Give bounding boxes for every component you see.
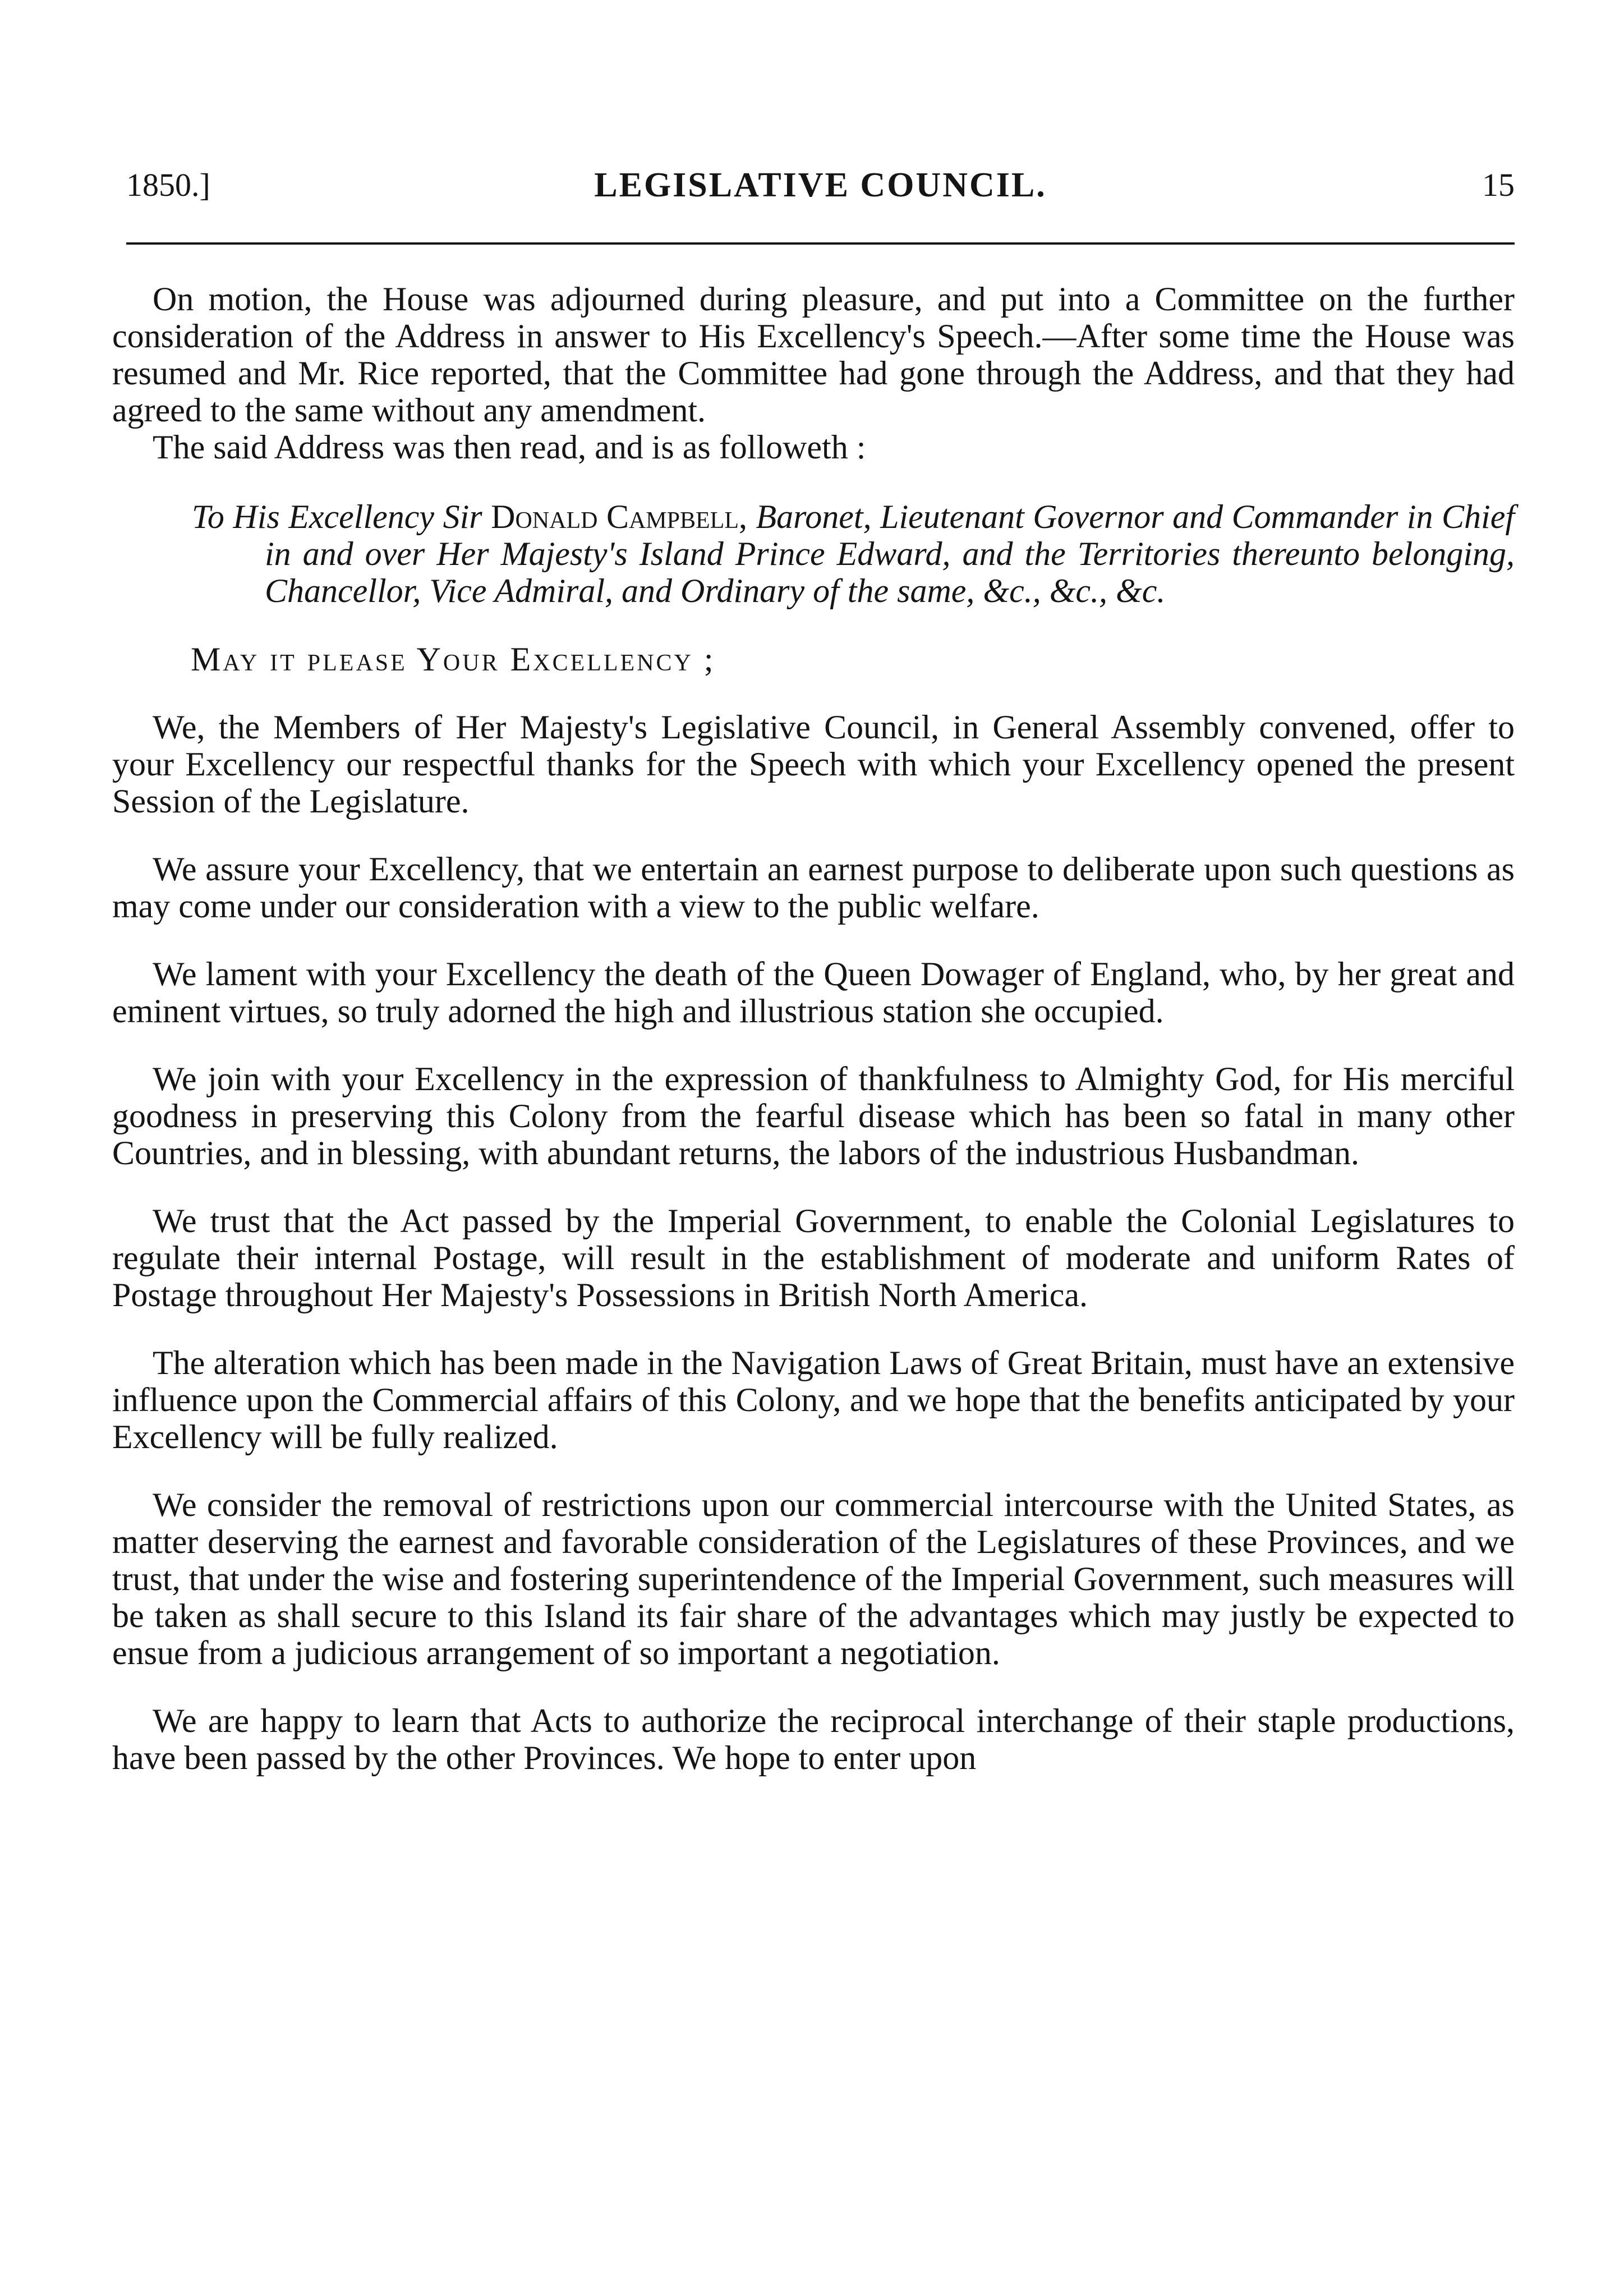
address-name: Donald Campbell, — [491, 498, 747, 535]
paragraph-navigation: The alteration which has been made in the Navigation Laws of Great Britain, must have an extensive influence upon the Commercial affairs of this Colony, and we hope that the benefits anticipated by your Excellency will be fully realized. — [112, 1344, 1515, 1455]
address-to: To His Excellency Sir — [192, 498, 482, 535]
header-year: 1850.] — [126, 167, 210, 203]
paragraph-lament: We lament with your Excellency the death of the Queen Dowager of England, who, by her great and eminent virtues, so truly adorned the high and illustrious station she occupied. — [112, 955, 1515, 1030]
header-rule — [126, 242, 1515, 245]
paragraph-postage: We trust that the Act passed by the Imperial Government, to enable the Colonial Legislatures to regulate their internal Postage, will result in the establishment of moderate and uniform Rates of Postage throughout Her Majesty's Possessions in British North America. — [112, 1202, 1515, 1313]
header-title: LEGISLATIVE COUNCIL. — [594, 166, 1047, 204]
address-heading — [112, 498, 1515, 609]
page-number: 15 — [1482, 167, 1515, 203]
running-head — [126, 154, 1515, 216]
paragraph-restrictions: We consider the removal of restrictions upon our commercial intercourse with the United States, as matter deserving the earnest and favorable consideration of the Legislatures of these Provinces, and we trust, that under the wise and fostering superintendence of the Imperial Government, such measures will be taken as shall secure to this Island its fair share of the advantages which may justly be expected to ensue from a judicious arrangement of so important a negotiation. — [112, 1486, 1515, 1671]
paragraph-motion: On motion, the House was adjourned during pleasure, and put into a Committee on the further consideration of the Address in answer to His Excellency's Speech.—After some time the House was resumed and Mr. Rice reported, that the Committee had gone through the Address, and that they had agreed to the same without any amendment. — [112, 281, 1515, 429]
paragraph-thankfulness: We join with your Excellency in the expression of thankfulness to Almighty God, for His merciful goodness in preserving this Colony from the fearful disease which has been so fatal in many other Countries, and in blessing, with abundant returns, the labors of the industrious Husbandman. — [112, 1060, 1515, 1171]
paragraph-members: We, the Members of Her Majesty's Legislative Council, in General Assembly convened, offer to your Excellency our respectful thanks for the Speech with which your Excellency opened the present Session of the Legislature. — [112, 709, 1515, 820]
paragraph-address-read: The said Address was then read, and is as followeth : — [153, 429, 866, 466]
salutation: May it please Your Excellency ; — [191, 641, 716, 678]
address-titles: Baronet, Lieutenant Governor and Commander in Chief in and over Her Majesty's Island Prince Edward, and the Territories thereunto belonging, Chancellor, Vice Admiral, and Ordinary of the same, &c., &c., &c. — [265, 498, 1515, 609]
paragraph-assure: We assure your Excellency, that we entertain an earnest purpose to deliberate upon such questions as may come under our consideration with a view to the public welfare. — [112, 851, 1515, 925]
paragraph-interchange: We are happy to learn that Acts to authorize the reciprocal interchange of their staple productions, have been passed by the other Provinces. We hope to enter upon — [112, 1702, 1515, 1776]
body-text — [112, 281, 1515, 1776]
